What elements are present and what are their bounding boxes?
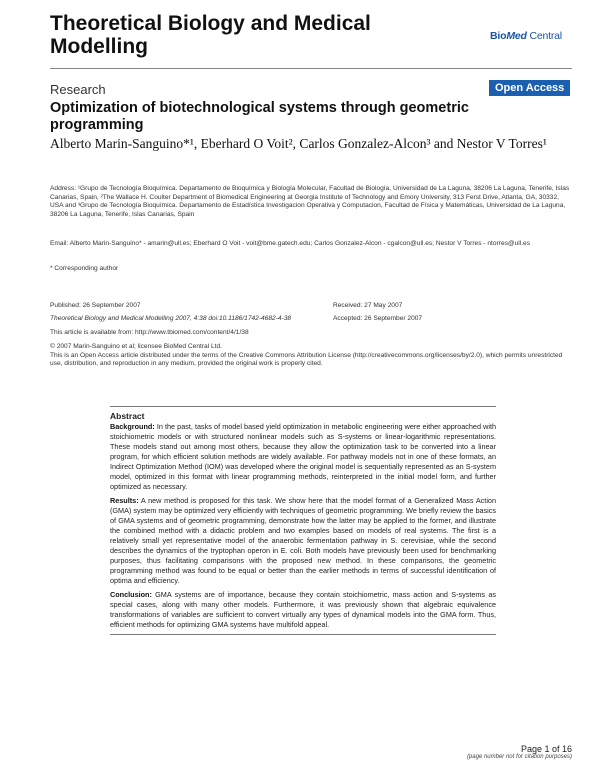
logo-med: Med <box>506 30 527 42</box>
copyright-line: © 2007 Marin-Sanguino et al; licensee BioMed Central Ltd. <box>50 343 222 350</box>
author-list: Alberto Marin-Sanguino*¹, Eberhard O Voit², Carlos Gonzalez-Alcon³ and Nestor V Torres¹ <box>50 136 547 151</box>
accepted-date: Accepted: 26 September 2007 <box>333 314 423 322</box>
article-url[interactable]: This article is available from: http://www.tbiomed.com/content/4/1/38 <box>50 329 249 336</box>
article-title: Optimization of biotechnological systems through geometric programming <box>50 100 469 133</box>
open-access-badge: Open Access <box>489 80 570 96</box>
received-date: Received: 27 May 2007 <box>333 302 403 309</box>
citation-line: Theoretical Biology and Medical Modelling 2007, 4:38 doi:10.1186/1742-4682-4-38 <box>50 314 292 322</box>
page-number: Page 1 of 16 <box>520 744 572 754</box>
logo-bio: Bio <box>490 30 507 42</box>
publication-info <box>50 302 320 323</box>
article-section: Research <box>50 82 106 97</box>
abstract-background <box>110 422 496 492</box>
received-accepted <box>333 302 573 323</box>
abstract-heading: Abstract <box>110 411 145 421</box>
abstract-results <box>110 496 496 586</box>
background-label: Background: <box>110 422 155 431</box>
conclusion-text: GMA systems are of importance, because they contain stoichiometric, mass action and S-systems as special cases, along with many other models. Furthermore, it was previously shown that algebraic equivalence transformations of variables are sufficient to convert virtually any types of dynamical models into the GMA form. Thus, efficient methods for optimizing GMA systems have multifold appeal. <box>110 590 496 629</box>
corresponding-note: * Corresponding author <box>50 265 119 272</box>
affiliations: Address: ¹Grupo de Tecnología Bioquímica. Departamento de Bioquímica y Biología Molecular, Facultad de Biología, Universidad de La Laguna, 38206 La Laguna, Tenerife, Islas Canarias, Spain, ²The Wallace H. Coulter Department of Biomedical Engineering at Georgia Institute of Technology and Emory University, 313 Ferst Drive, Atlanta, GA, 30332, USA and ³Grupo de Tecnología Bioquímica. Departamento de Estadística Investigacion Operativa y Computacion, Facultad de Física y Matemáticas, Universidad de La Laguna, 38206 La Laguna, Tenerife, Islas Canarias, Spain <box>50 185 570 219</box>
abstract-conclusion <box>110 590 496 630</box>
license-block <box>50 343 570 369</box>
page-footer <box>440 744 572 760</box>
results-label: Results: <box>110 496 139 505</box>
background-text: In the past, tasks of model based yield optimization in metabolic engineering were either approached with stoichiometric models or with structured nonlinear models such as S-systems or linear-logarithmic representations. These models stand out among most others, because they allow the optimization task to be converted into a linear program, for which efficient solution methods are widely available. For pathway models not in one of these formats, an Indirect Optimization Method (IOM) was developed where the original model is sequentially represented as an S-system model, optimized in this format with linear programming methods, reinterpreted in the initial model form, and further optimized as necessary. <box>110 422 496 491</box>
citation-note: (page number not for citation purposes) <box>466 754 572 760</box>
journal-title: Theoretical Biology and Medical Modelling <box>50 12 371 58</box>
license-text: This is an Open Access article distributed under the terms of the Creative Commons Attribution License (http://creativecommons.org/licenses/by/2.0), which permits unrestricted use, distribution, and reproduction in any medium, provided the original work is properly cited. <box>50 351 563 368</box>
abstract-box <box>110 406 496 635</box>
published-date: Published: 26 September 2007 <box>50 302 141 309</box>
biomed-central-logo <box>490 30 562 42</box>
header-divider <box>50 68 572 69</box>
author-emails: Email: Alberto Marin-Sanguino* - amarin@ull.es; Eberhard O Voit - voit@bme.gatech.edu; Carlos Gonzalez-Alcon - cgalcon@ull.es; Nestor V Torres - ntorres@ull.es <box>50 240 530 247</box>
conclusion-label: Conclusion: <box>110 590 152 599</box>
logo-central: Central <box>526 30 562 42</box>
results-text: A new method is proposed for this task. We show here that the model format of a Generalized Mass Action (GMA) system may be optimized very efficiently with techniques of geometric programming. We briefly review the basics of GMA systems and of geometric programming, demonstrate how the latter may be applied to the former, and illustrate the combined method with a didactic problem and two examples based on models of real systems. The first is a relatively small yet representative model of the anaerobic fermentation pathway in S. cerevisiae, while the second describes the dynamics of the tryptophan operon in E. coli. Both models have previously been used for benchmarking purposes, thus facilitating comparisons with the proposed new method. In these comparisons, the geometric programming method was found to be equal or better than the earlier methods in terms of successful identification of optima and efficiency. <box>110 496 496 585</box>
